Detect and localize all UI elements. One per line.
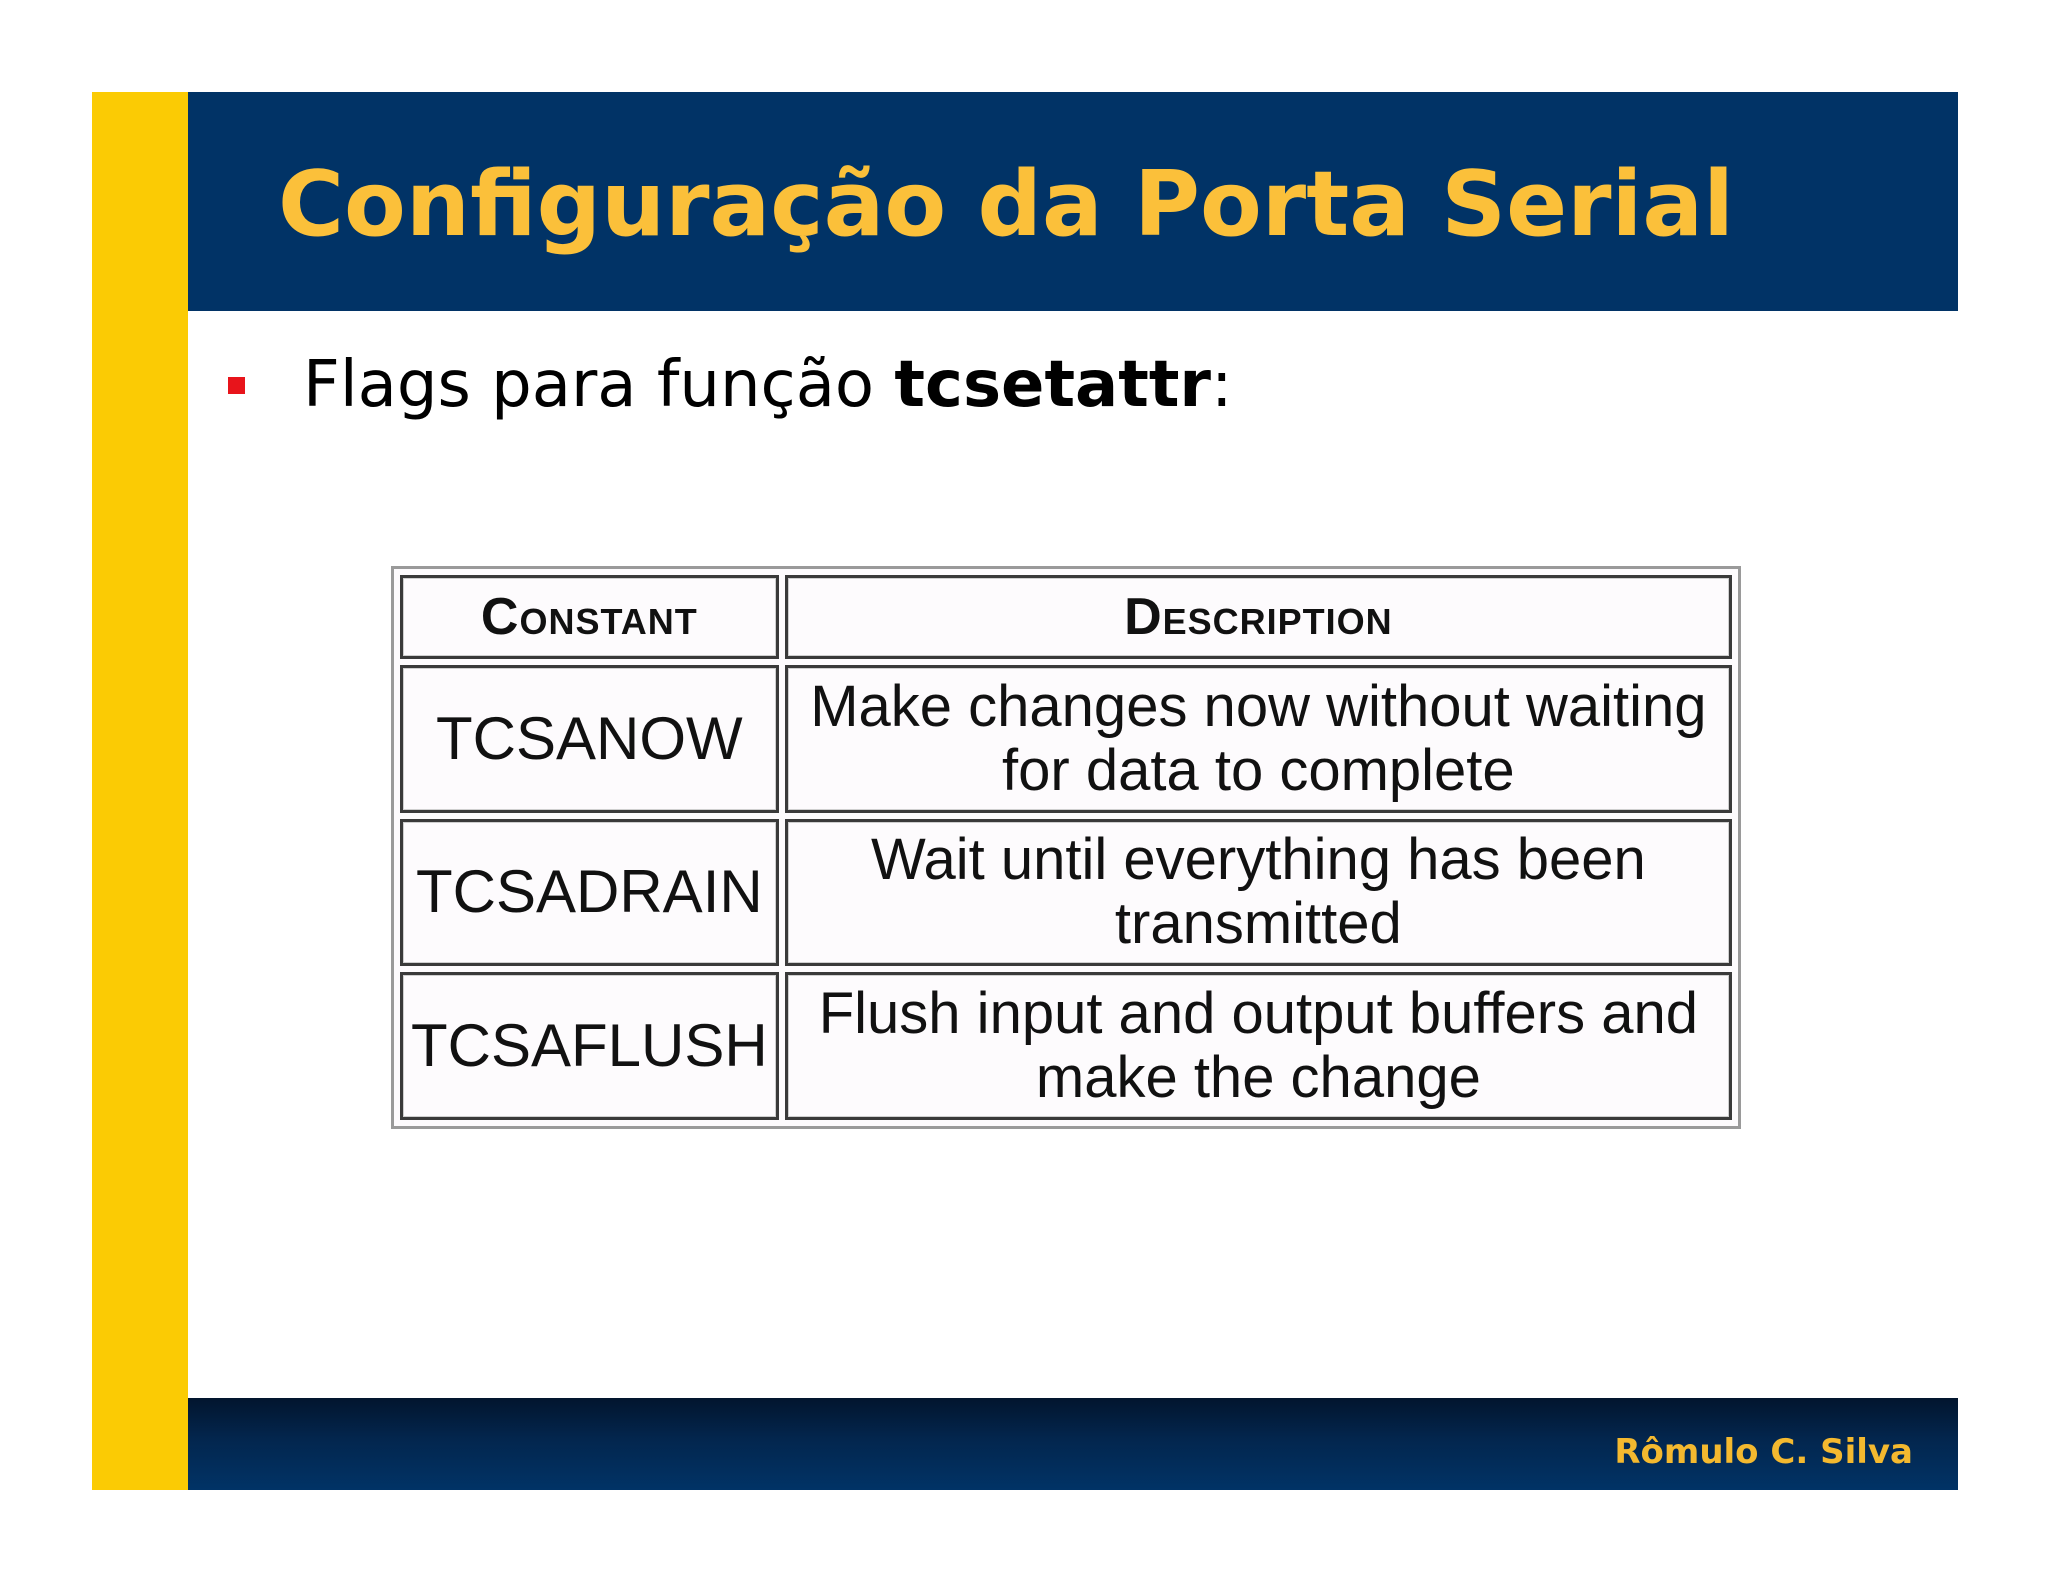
bullet-text: [303, 348, 1233, 422]
header-constant: Constant: [400, 575, 779, 659]
cell-constant: TCSAFLUSH: [400, 972, 779, 1120]
bullet-item: [228, 345, 1233, 425]
table-row: [400, 972, 1732, 1120]
table-row: [400, 665, 1732, 813]
cell-description: Make changes now without waiting for data to complete: [785, 665, 1732, 813]
square-bullet-icon: [228, 377, 245, 394]
side-accent-bar: [92, 92, 188, 1490]
flags-table-frame: [391, 566, 1741, 1129]
cell-constant: TCSADRAIN: [400, 819, 779, 967]
table-header-row: [400, 575, 1732, 659]
bullet-suffix: :: [1210, 348, 1233, 422]
header-description: Description: [785, 575, 1732, 659]
flags-table: [394, 569, 1738, 1126]
table-row: [400, 819, 1732, 967]
cell-constant: TCSANOW: [400, 665, 779, 813]
bullet-prefix: Flags para função: [303, 348, 895, 422]
author-name: Rômulo C. Silva: [1614, 1432, 1913, 1472]
cell-description: Flush input and output buffers and make the change: [785, 972, 1732, 1120]
slide-title: Configuração da Porta Serial: [278, 152, 1734, 257]
bullet-function-name: tcsetattr: [894, 348, 1211, 422]
cell-description: Wait until everything has been transmitted: [785, 819, 1732, 967]
